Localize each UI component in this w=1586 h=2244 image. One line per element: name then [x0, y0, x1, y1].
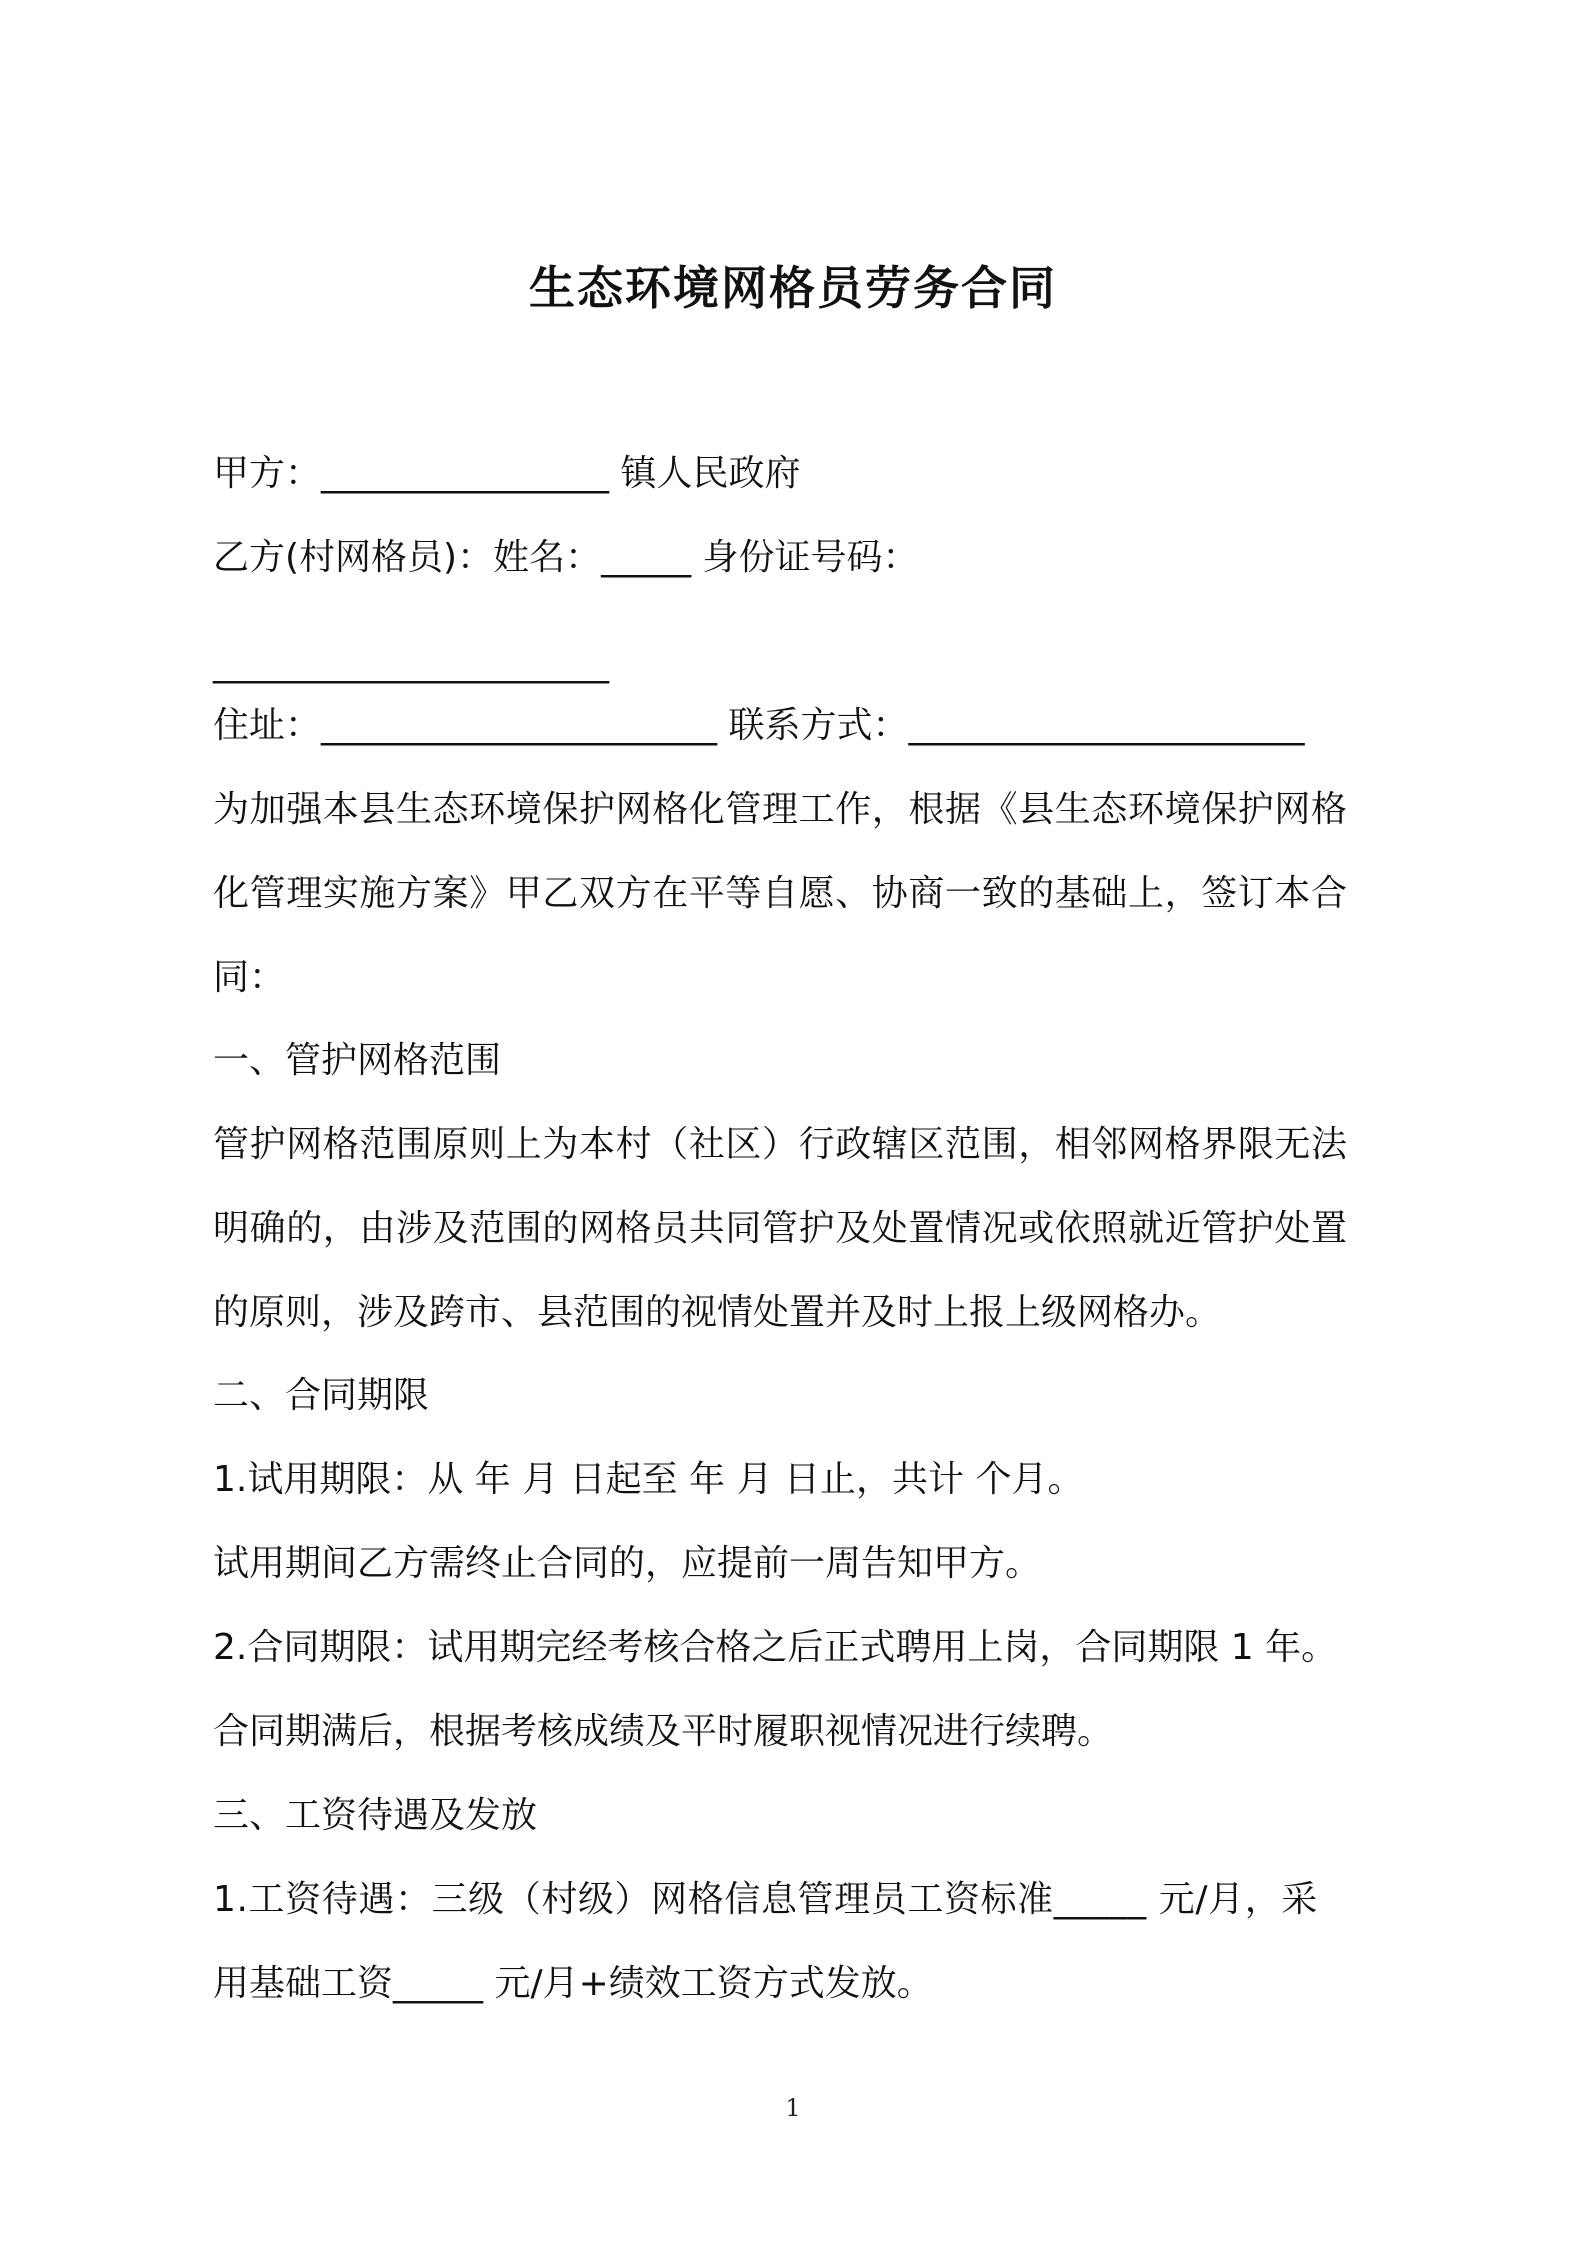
- salary-line-1: 1.工资待遇：三级（村级）网格信息管理员工资标准_____ 元/月，采: [213, 1879, 1318, 1920]
- contract-period-line: 2.合同期限：试用期完经考核合格之后正式聘用上岗，合同期限 1 年。: [213, 1627, 1338, 1668]
- salary-line-2: 用基础工资_____ 元/月+绩效工资方式发放。: [213, 1963, 933, 2004]
- document-title: 生态环境网格员劳务合同: [529, 261, 1057, 315]
- preamble-line-3: 同：: [213, 957, 286, 998]
- contract-renewal-line: 合同期满后，根据考核成绩及平时履职视情况进行续聘。: [213, 1711, 1114, 1752]
- trial-period-line: 1.试用期限：从 年 月 日起至 年 月 日止，共计 个月。: [213, 1459, 1084, 1500]
- section-1-line-1: 管护网格范围原则上为本村（社区）行政辖区范围，相邻网格界限无法: [213, 1124, 1348, 1165]
- party-a-line: 甲方：________________ 镇人民政府: [213, 453, 801, 494]
- trial-period-note: 试用期间乙方需终止合同的，应提前一周告知甲方。: [213, 1543, 1042, 1584]
- preamble-line-2: 化管理实施方案》甲乙双方在平等自愿、协商一致的基础上，签订本合: [213, 873, 1348, 914]
- section-heading-2: 二、合同期限: [213, 1375, 430, 1416]
- section-1-line-2: 明确的，由涉及范围的网格员共同管护及处置情况或依照就近管护处置: [213, 1208, 1348, 1249]
- id-number-blank-line: ______________________: [213, 643, 609, 684]
- section-1-line-3: 的原则，涉及跨市、县范围的视情处置并及时上报上级网格办。: [213, 1292, 1222, 1333]
- preamble-line-1: 为加强本县生态环境保护网格化管理工作，根据《县生态环境保护网格: [213, 789, 1348, 830]
- section-heading-3: 三、工资待遇及发放: [213, 1795, 538, 1836]
- party-b-line: 乙方(村网格员)：姓名：_____ 身份证号码：: [213, 537, 919, 578]
- address-contact-line: 住址：______________________ 联系方式：______________________: [213, 705, 1305, 746]
- page-number: 1: [785, 2094, 801, 2122]
- section-heading-1: 一、管护网格范围: [213, 1040, 502, 1081]
